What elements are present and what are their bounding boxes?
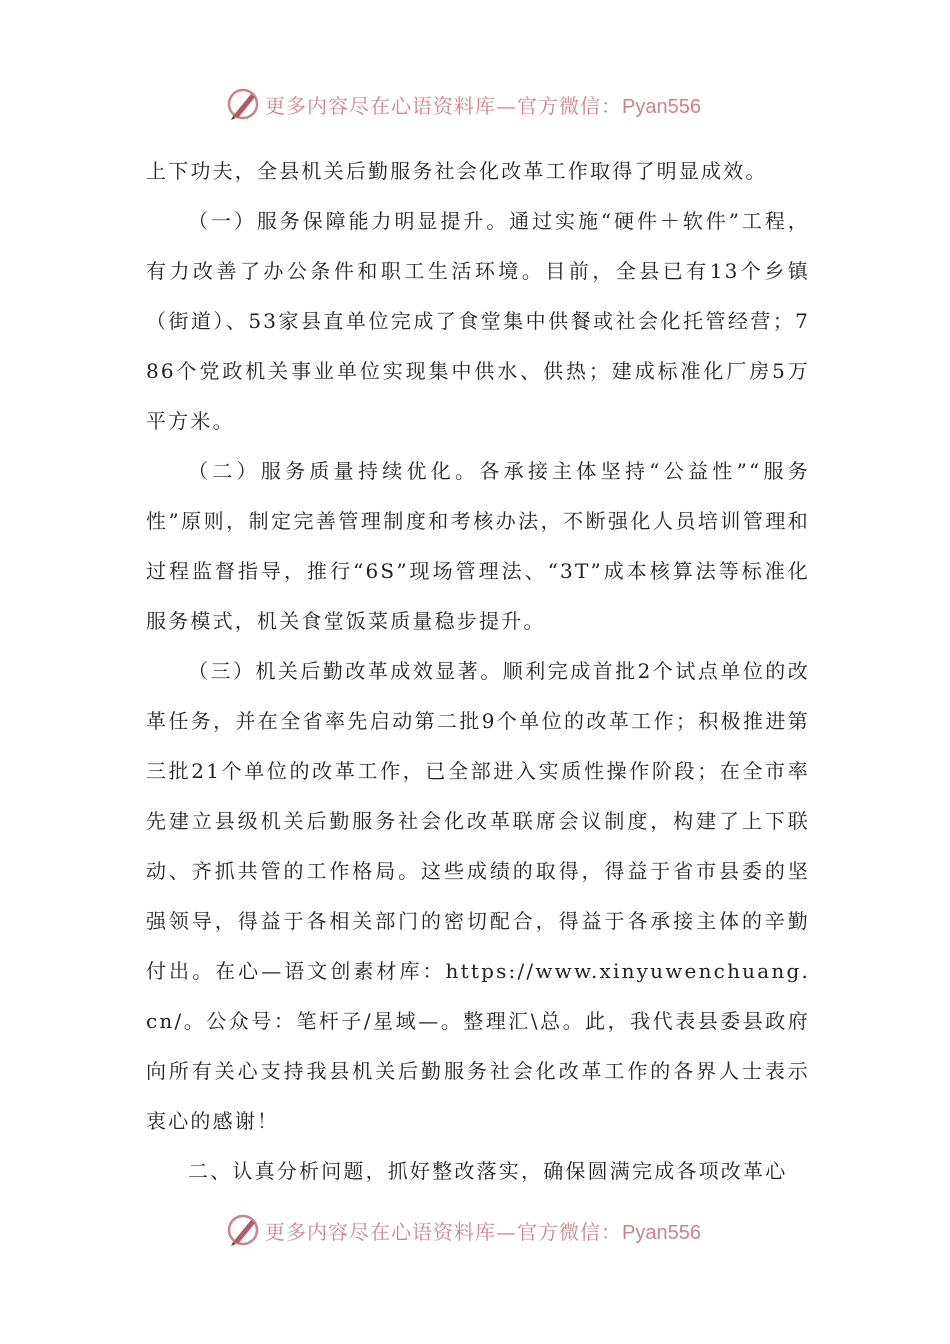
paragraph-section-2: （二）服务质量持续优化。各承接主体坚持“公益性”“服务性”原则，制定完善管理制度和考核办法，不断强化人员培训管理和过程监督指导，推行“6S”现场管理法、“3T”成本核算法等标准化服务模式，机关食堂饭菜质量稳步提升。 [146,459,810,633]
pen-logo-icon [225,86,261,122]
paragraph-section-1: （一）服务保障能力明显提升。通过实施“硬件＋软件”工程，有力改善了办公条件和职工生活环境。目前，全县已有13个乡镇（街道）、53家县直单位完成了食堂集中供餐或社会化托管经营；786个党政机关事业单位实现集中供水、供热；建成标准化厂房5万平方米。 [146,209,810,433]
paragraph-continuation: 上下功夫，全县机关后勤服务社会化改革工作取得了明显成效。 [146,159,768,183]
paragraph-heading-2: 二、认真分析问题，抓好整改落实，确保圆满完成各项改革心 [188,1159,788,1183]
watermark-text: 更多内容尽在心语资料库—官方微信：Pyan556 [265,93,701,118]
paragraph-section-3: （三）机关后勤改革成效显著。顺利完成首批2个试点单位的改革任务，并在全省率先启动第二批9个单位的改革工作；积极推进第三批21个单位的改革工作，已全部进入实质性操作阶段；在全市率先建立县级机关后勤服务社会化改革联席会议制度，构建了上下联动、齐抓共管的工作格局。这些成绩的取得，得益于省市县委的坚强领导，得益于各相关部门的密切配合，得益于各承接主体的辛勤付出。在心—语文创素材库：https://www.xinyuwenchuang.cn/。公众号：笔杆子/星域—。整理汇\总。此，我代表县委县政府向所有关心支持我县机关后勤服务社会化改革工作的各界人士表示衷心的感谢！ [146,659,810,1133]
pen-logo-icon [225,1212,261,1248]
document-body [146,146,810,1196]
watermark-text: 更多内容尽在心语资料库—官方微信：Pyan556 [265,1219,701,1244]
watermark-header [225,84,745,124]
watermark-footer [225,1210,745,1250]
